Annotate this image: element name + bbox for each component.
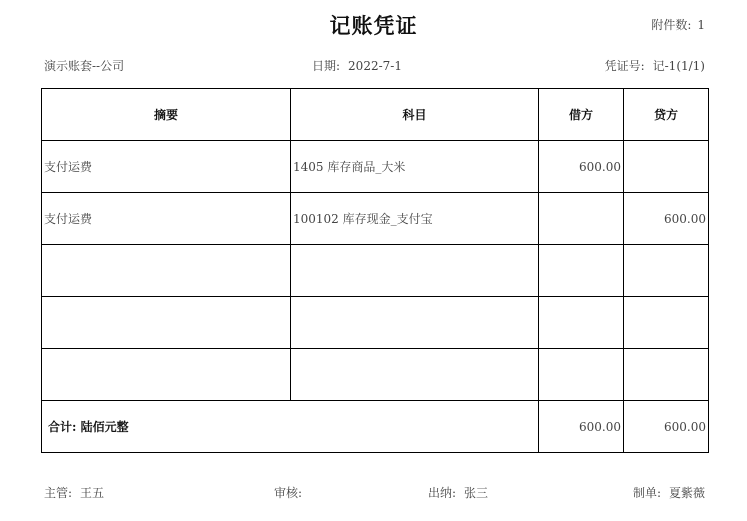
voucher-number <box>605 57 705 74</box>
header-debit: 借方 <box>539 89 624 141</box>
date-label: 日期: <box>312 59 341 73</box>
account-cell <box>291 349 539 401</box>
debit-cell <box>539 349 624 401</box>
voucher-number-label: 凭证号: <box>604 59 645 73</box>
header-credit: 贷方 <box>624 89 709 141</box>
table-row <box>42 297 709 349</box>
date-value: 2022-7-1 <box>348 59 402 73</box>
attachment-count-value: 1 <box>697 18 705 32</box>
cashier-label: 出纳: <box>428 486 457 500</box>
maker-label: 制单: <box>632 486 661 500</box>
voucher-title: 记账凭证 <box>329 13 418 38</box>
credit-cell <box>624 349 709 401</box>
account-cell: 1405 库存商品_大米 <box>291 141 539 193</box>
summary-cell <box>42 297 291 349</box>
maker-signoff <box>633 484 705 501</box>
voucher-table <box>41 88 709 453</box>
voucher-number-value: 记-1(1/1) <box>652 59 705 73</box>
cashier-signoff <box>428 484 488 501</box>
header-summary: 摘要 <box>42 89 291 141</box>
table-row <box>42 141 709 193</box>
total-debit: 600.00 <box>539 401 624 453</box>
cashier-name: 张三 <box>464 486 489 500</box>
debit-cell <box>539 245 624 297</box>
header-account: 科目 <box>291 89 539 141</box>
credit-cell <box>624 141 709 193</box>
reviewer-label: 审核: <box>274 486 303 500</box>
debit-cell: 600.00 <box>539 141 624 193</box>
total-credit: 600.00 <box>624 401 709 453</box>
total-amount-in-words: 合计: 陆佰元整 <box>42 401 539 453</box>
account-cell <box>291 245 539 297</box>
account-cell <box>291 297 539 349</box>
account-cell: 100102 库存现金_支付宝 <box>291 193 539 245</box>
voucher-date <box>312 57 402 74</box>
company-name: 演示账套--公司 <box>44 59 125 73</box>
summary-cell <box>42 245 291 297</box>
supervisor-signoff <box>44 484 104 501</box>
table-row <box>42 245 709 297</box>
debit-cell <box>539 297 624 349</box>
attachment-count <box>651 16 705 33</box>
summary-cell: 支付运费 <box>42 193 291 245</box>
credit-cell: 600.00 <box>624 193 709 245</box>
credit-cell <box>624 297 709 349</box>
credit-cell <box>624 245 709 297</box>
table-row <box>42 193 709 245</box>
attachment-count-label: 附件数: <box>651 18 692 32</box>
reviewer-signoff <box>274 484 310 501</box>
supervisor-label: 主管: <box>44 486 73 500</box>
table-header-row <box>42 89 709 141</box>
maker-name: 夏紫薇 <box>668 486 705 500</box>
table-row <box>42 349 709 401</box>
summary-cell <box>42 349 291 401</box>
total-row <box>42 401 709 453</box>
summary-cell: 支付运费 <box>42 141 291 193</box>
supervisor-name: 王五 <box>80 486 105 500</box>
debit-cell <box>539 193 624 245</box>
